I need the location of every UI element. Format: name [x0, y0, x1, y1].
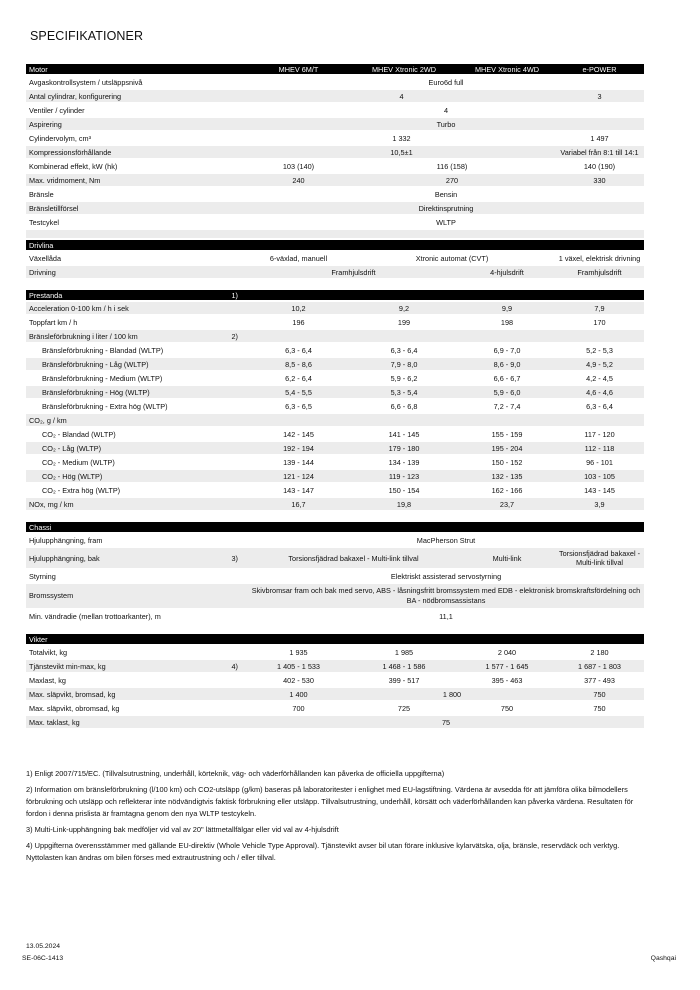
table-row [26, 343, 644, 357]
row-label: Hjulupphängning, fram [26, 533, 248, 547]
cell: 134 - 139 [349, 455, 459, 469]
footer-model: Qashqai [650, 955, 676, 962]
footnote-ref: 1) [231, 290, 238, 300]
cell: 1 985 [349, 645, 459, 659]
cell: Variabel från 8:1 till 14:1 [555, 145, 644, 159]
cell: 1 497 [555, 131, 644, 145]
row-label: Styrning [26, 569, 248, 583]
row-label: Testcykel [26, 215, 248, 229]
footer-code: SE-06C-1413 [22, 955, 64, 962]
cell: Turbo [248, 117, 644, 131]
row-label: Ventiler / cylinder [26, 103, 248, 117]
row-label-text: Hjulupphängning, bak [29, 553, 100, 563]
cell: 150 - 152 [459, 455, 555, 469]
cell: Torsionsfjädrad bakaxel - Multi-link tillval [248, 547, 459, 569]
table-row [26, 251, 644, 265]
table-row [26, 187, 644, 201]
table-row [26, 427, 644, 441]
footnote: 3) Multi-Link-upphängning bak medföljer vid val av 20" lättmetallfälgar eller vid val av 4-hjulsdrift [26, 825, 339, 834]
cell: 143 - 147 [248, 483, 349, 497]
cell: 750 [555, 687, 644, 701]
section-title [26, 289, 248, 301]
cell: 195 - 204 [459, 441, 555, 455]
cell: 155 - 159 [459, 427, 555, 441]
cell: 10,5±1 [248, 145, 555, 159]
cell: 399 - 517 [349, 673, 459, 687]
row-label: Acceleration 0-100 km / h i sek [26, 301, 248, 315]
footer-date: 13.05.2024 [26, 943, 61, 950]
cell: Xtronic automat (CVT) [349, 251, 555, 265]
cell: 141 - 145 [349, 427, 459, 441]
cell: 8,6 - 9,0 [459, 357, 555, 371]
row-label: Cylindervolym, cm³ [26, 131, 248, 145]
row-label: CO₂ - Extra hög (WLTP) [26, 483, 248, 497]
table-row [26, 609, 644, 623]
table-row [26, 315, 644, 329]
footnote-ref: 3) [231, 553, 238, 563]
cell: 5,2 - 5,3 [555, 343, 644, 357]
cell: 6,6 - 6,7 [459, 371, 555, 385]
cell: 377 - 493 [555, 673, 644, 687]
table-row [26, 659, 644, 673]
section-header-prestanda [26, 289, 644, 301]
cell: Direktinsprutning [248, 201, 644, 215]
cell: 6,6 - 6,8 [349, 399, 459, 413]
row-label: Totalvikt, kg [26, 645, 248, 659]
cell: 6,3 - 6,4 [555, 399, 644, 413]
row-label: Min. vändradie (mellan trottoarkanter), m [26, 609, 248, 623]
footnote-ref: 2) [231, 331, 238, 341]
table-row [26, 569, 644, 583]
cell: 6,9 - 7,0 [459, 343, 555, 357]
cell: 10,2 [248, 301, 349, 315]
cell: 7,2 - 7,4 [459, 399, 555, 413]
spacer-row [26, 511, 644, 521]
row-label: Växellåda [26, 251, 248, 265]
row-label: Drivning [26, 265, 248, 279]
cell: 1 800 [349, 687, 555, 701]
row-label: Kompressionsförhållande [26, 145, 248, 159]
cell: 725 [349, 701, 459, 715]
section-title: Drivlina [26, 239, 644, 251]
footnote: 1) Enligt 2007/715/EC. (Tillvalsutrustning, underhåll, körteknik, väg- och väderförhållanden kan påverka de officiella uppgifterna) [26, 769, 445, 778]
cell: 119 - 123 [349, 469, 459, 483]
row-label: Antal cylindrar, konfigurering [26, 89, 248, 103]
section-header-motor [26, 64, 644, 75]
cell: 112 - 118 [555, 441, 644, 455]
page-title: SPECIFIKATIONER [30, 29, 144, 43]
table-row [26, 215, 644, 229]
cell: Torsionsfjädrad bakaxel - Multi-link tillval [555, 547, 644, 569]
col-header: e-POWER [555, 64, 644, 75]
row-label: Bränsle [26, 187, 248, 201]
table-row [26, 173, 644, 187]
cell: 6,3 - 6,5 [248, 399, 349, 413]
table-row [26, 301, 644, 315]
table-row [26, 469, 644, 483]
cell: 199 [349, 315, 459, 329]
table-row [26, 583, 644, 609]
spacer-row [26, 229, 644, 239]
table-row [26, 371, 644, 385]
row-label: Bränsleförbrukning - Blandad (WLTP) [26, 343, 248, 357]
row-label: CO₂, g / km [26, 413, 248, 427]
cell: 7,9 [555, 301, 644, 315]
cell: 4 [248, 103, 644, 117]
table-row [26, 413, 644, 427]
table-row [26, 385, 644, 399]
row-label: Aspirering [26, 117, 248, 131]
cell: 116 (158) [349, 159, 555, 173]
cell: 9,9 [459, 301, 555, 315]
row-label [26, 659, 248, 673]
table-row [26, 117, 644, 131]
table-row [26, 715, 644, 729]
cell: 103 (140) [248, 159, 349, 173]
section-title: Vikter [26, 633, 644, 645]
table-row [26, 645, 644, 659]
table-row [26, 159, 644, 173]
cell: 6,3 - 6,4 [248, 343, 349, 357]
cell: 1 växel, elektrisk drivning [555, 251, 644, 265]
table-row [26, 103, 644, 117]
cell: 103 - 105 [555, 469, 644, 483]
row-label: Bränsleförbrukning - Låg (WLTP) [26, 357, 248, 371]
cell: 5,3 - 5,4 [349, 385, 459, 399]
table-row [26, 441, 644, 455]
table-row [26, 89, 644, 103]
table-row [26, 131, 644, 145]
cell: 192 - 194 [248, 441, 349, 455]
row-label: Bränsleförbrukning - Medium (WLTP) [26, 371, 248, 385]
cell: 3,9 [555, 497, 644, 511]
cell: 700 [248, 701, 349, 715]
footnote: 2) Information om bränsleförbrukning (l/100 km) och CO2-utsläpp (g/km) baseras på laboratoritester i enlighet med EU-lagstiftning. Värdena är avsedda för att jämföra olika bilmodellers förbrukning och utsläpp och reflekterar inte nödvändigtvis faktisk förbrukning eller utsläpp. Tillvalsutrustning, underhåll, körsätt och väderförhållanden kan påverka värdena. Resultaten för fordon i denna prislista är framtagna genom den nya WLTP testcykeln. [26, 785, 634, 818]
table-row [26, 687, 644, 701]
row-label: Max. vridmoment, Nm [26, 173, 248, 187]
cell: 1 935 [248, 645, 349, 659]
cell: 1 577 - 1 645 [459, 659, 555, 673]
row-label: Avgaskontrollsystem / utsläppsnivå [26, 75, 248, 89]
row-label: Max. släpvikt, obromsad, kg [26, 701, 248, 715]
cell: 170 [555, 315, 644, 329]
row-label: Bromssystem [26, 583, 248, 609]
row-label [26, 329, 248, 343]
table-row [26, 673, 644, 687]
section-title: Chassi [26, 521, 644, 533]
table-row [26, 483, 644, 497]
cell: 4,2 - 4,5 [555, 371, 644, 385]
cell: 270 [349, 173, 555, 187]
row-label: Bränsleförbrukning - Hög (WLTP) [26, 385, 248, 399]
table-row [26, 701, 644, 715]
footnote-ref: 4) [231, 661, 238, 671]
cell: 2 180 [555, 645, 644, 659]
cell: 4 [248, 89, 555, 103]
cell: Framhjulsdrift [555, 265, 644, 279]
cell: Elektriskt assisterad servostyrning [248, 569, 644, 583]
table-row [26, 329, 644, 343]
cell: 330 [555, 173, 644, 187]
cell: MacPherson Strut [248, 533, 644, 547]
row-label: CO₂ - Medium (WLTP) [26, 455, 248, 469]
cell: 395 - 463 [459, 673, 555, 687]
cell: 117 - 120 [555, 427, 644, 441]
table-row [26, 145, 644, 159]
col-header: MHEV Xtronic 2WD [349, 64, 459, 75]
row-label: Max. taklast, kg [26, 715, 248, 729]
cell: Multi-link [459, 547, 555, 569]
cell: 16,7 [248, 497, 349, 511]
col-header: MHEV Xtronic 4WD [459, 64, 555, 75]
cell: 750 [555, 701, 644, 715]
row-label: Kombinerad effekt, kW (hk) [26, 159, 248, 173]
cell: 240 [248, 173, 349, 187]
cell: 6,2 - 6,4 [248, 371, 349, 385]
cell: Bensin [248, 187, 644, 201]
cell: 150 - 154 [349, 483, 459, 497]
cell: 142 - 145 [248, 427, 349, 441]
cell: 198 [459, 315, 555, 329]
cell: 162 - 166 [459, 483, 555, 497]
row-label: CO₂ - Blandad (WLTP) [26, 427, 248, 441]
cell: Euro6d full [248, 75, 644, 89]
cell: 7,9 - 8,0 [349, 357, 459, 371]
table-row [26, 497, 644, 511]
cell: 1 332 [248, 131, 555, 145]
table-row [26, 533, 644, 547]
cell: 96 - 101 [555, 455, 644, 469]
row-label: Max. släpvikt, bromsad, kg [26, 687, 248, 701]
row-label: Bränsletillförsel [26, 201, 248, 215]
section-header-vikter [26, 633, 644, 645]
section-header-drivlina [26, 239, 644, 251]
row-label: Toppfart km / h [26, 315, 248, 329]
table-row [26, 75, 644, 89]
row-label: Maxlast, kg [26, 673, 248, 687]
cell: 3 [555, 89, 644, 103]
cell: 11,1 [248, 609, 644, 623]
footnotes [26, 768, 651, 868]
cell: 5,9 - 6,0 [459, 385, 555, 399]
cell: 1 405 - 1 533 [248, 659, 349, 673]
spacer-row [26, 623, 644, 633]
cell: 19,8 [349, 497, 459, 511]
row-label: CO₂ - Låg (WLTP) [26, 441, 248, 455]
table-row [26, 399, 644, 413]
table-row [26, 201, 644, 215]
footnote: 4) Uppgifterna överensstämmer med gällande EU-direktiv (Whole Vehicle Type Approval). Tjänstevikt avser bil utan förare inklusive kylarvätska, olja, bränsle, reservdäck och verktyg. Nyttolasten kan ändras om bilen förses med extrautrustning och / eller tillval. [26, 841, 620, 862]
cell: 1 687 - 1 803 [555, 659, 644, 673]
cell: 6,3 - 6,4 [349, 343, 459, 357]
spec-table [26, 64, 644, 730]
cell: 4,9 - 5,2 [555, 357, 644, 371]
col-header: MHEV 6M/T [248, 64, 349, 75]
cell: 132 - 135 [459, 469, 555, 483]
section-title: Motor [26, 64, 248, 75]
cell: 5,4 - 5,5 [248, 385, 349, 399]
cell: 4-hjulsdrift [459, 265, 555, 279]
cell: 139 - 144 [248, 455, 349, 469]
cell: 140 (190) [555, 159, 644, 173]
cell: 9,2 [349, 301, 459, 315]
table-row [26, 357, 644, 371]
cell: Framhjulsdrift [248, 265, 459, 279]
cell: 750 [459, 701, 555, 715]
cell: 143 - 145 [555, 483, 644, 497]
cell: 8,5 - 8,6 [248, 357, 349, 371]
row-label-text: Tjänstevikt min-max, kg [29, 661, 106, 671]
cell: 4,6 - 4,6 [555, 385, 644, 399]
cell: 75 [248, 715, 644, 729]
cell: 179 - 180 [349, 441, 459, 455]
row-label: NOx, mg / km [26, 497, 248, 511]
cell: 196 [248, 315, 349, 329]
table-row [26, 455, 644, 469]
cell: 2 040 [459, 645, 555, 659]
cell: 6-växlad, manuell [248, 251, 349, 265]
cell: 23,7 [459, 497, 555, 511]
cell: 121 - 124 [248, 469, 349, 483]
cell: 5,9 - 6,2 [349, 371, 459, 385]
cell: 1 400 [248, 687, 349, 701]
section-title-text: Prestanda [29, 290, 63, 300]
cell: 1 468 - 1 586 [349, 659, 459, 673]
table-row [26, 547, 644, 569]
row-label [26, 547, 248, 569]
row-label: CO₂ - Hög (WLTP) [26, 469, 248, 483]
cell: 402 - 530 [248, 673, 349, 687]
row-label: Bränsleförbrukning - Extra hög (WLTP) [26, 399, 248, 413]
row-label-text: Bränsleförbrukning i liter / 100 km [29, 331, 138, 341]
table-row [26, 265, 644, 279]
cell: WLTP [248, 215, 644, 229]
section-header-chassi [26, 521, 644, 533]
spacer-row [26, 279, 644, 289]
cell: Skivbromsar fram och bak med servo, ABS - låsningsfritt bromssystem med EDB - elektronisk bromskraftsfördelning och BA - nödbromsassistans [248, 583, 644, 609]
